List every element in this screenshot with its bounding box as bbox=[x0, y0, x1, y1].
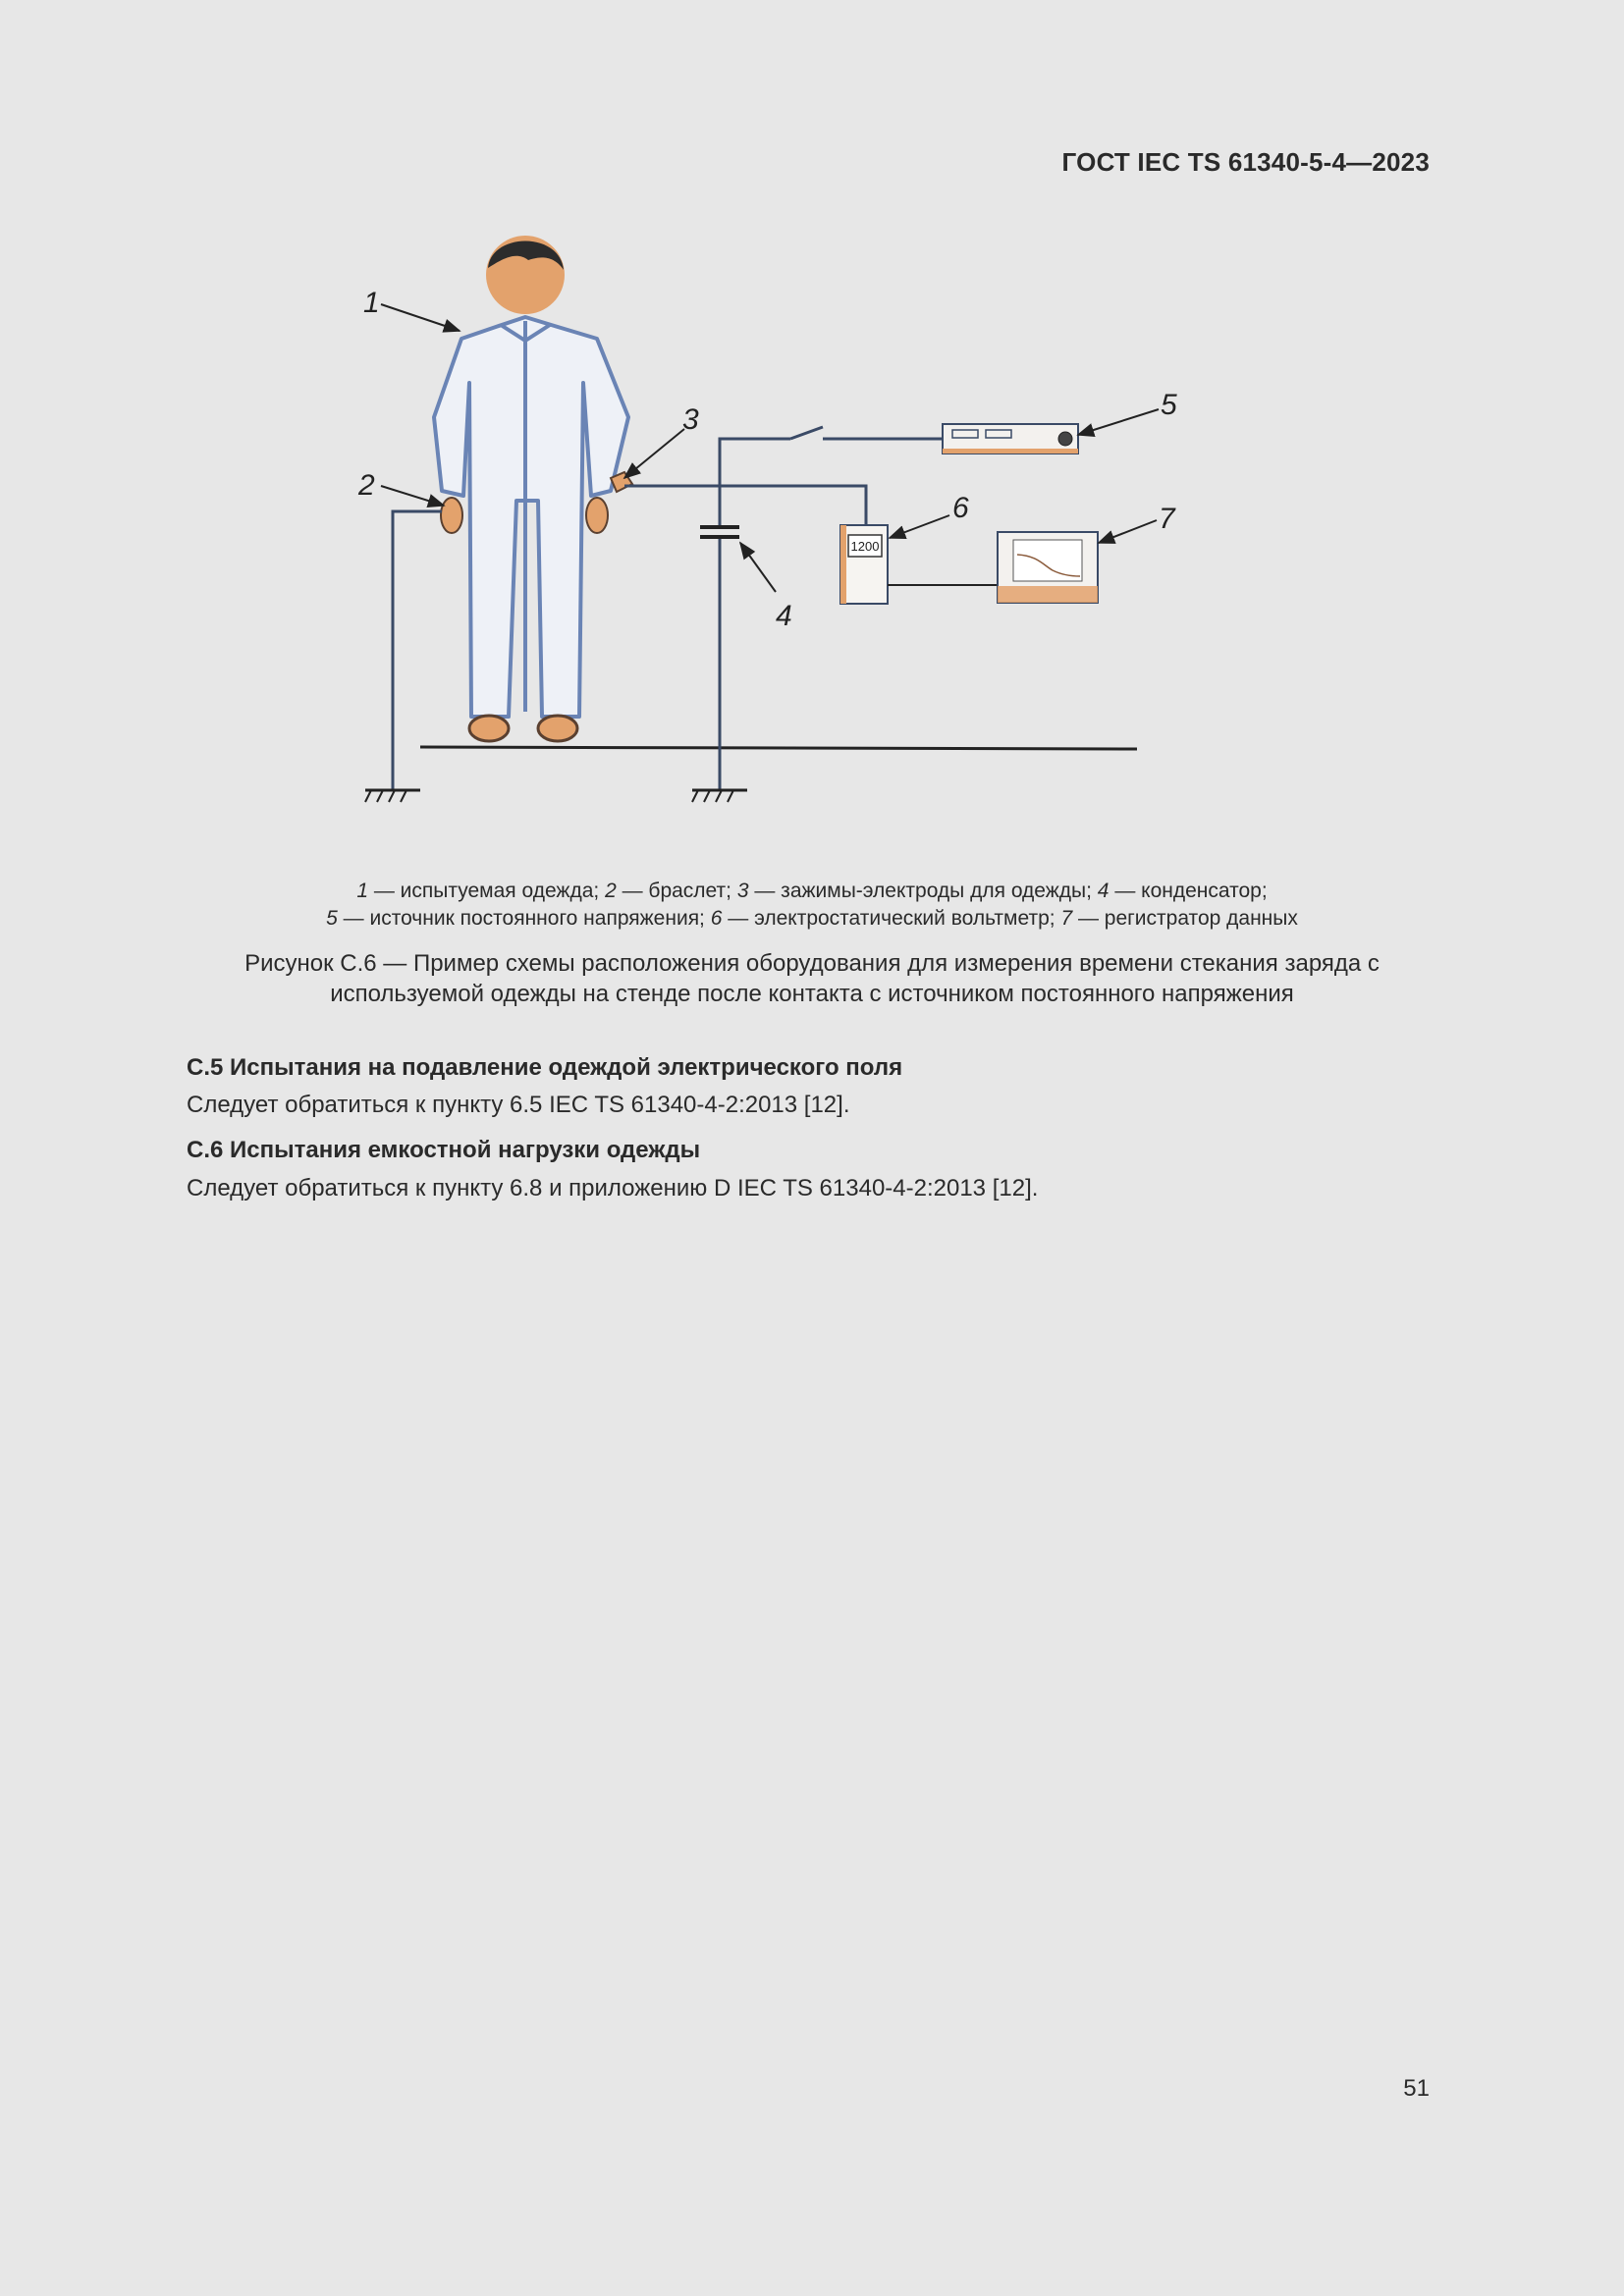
data-recorder bbox=[998, 532, 1098, 603]
right-shoe bbox=[538, 716, 577, 741]
section-c5-heading: С.5 Испытания на подавление одеждой электрического поля bbox=[187, 1054, 903, 1081]
callout-4: 4 bbox=[776, 600, 792, 632]
figure-legend-line-1: 1 — испытуемая одежда; 2 — браслет; 3 — зажимы-электроды для одежды; 4 — конденсатор; bbox=[356, 880, 1268, 902]
callout-6: 6 bbox=[952, 492, 969, 524]
electrostatic-voltmeter bbox=[840, 525, 888, 604]
clip-to-voltmeter-wire bbox=[624, 486, 866, 527]
callout-3: 3 bbox=[682, 403, 699, 436]
callout-5: 5 bbox=[1161, 389, 1177, 421]
section-c6-body: Следует обратиться к пункту 6.8 и приложению D IEC TS 61340-4-2:2013 [12]. bbox=[187, 1175, 1039, 1201]
floor-plate bbox=[420, 747, 1137, 749]
left-shoe bbox=[469, 716, 509, 741]
callout-1: 1 bbox=[363, 287, 380, 319]
callout-2: 2 bbox=[358, 469, 375, 502]
caption-line-1: Рисунок С.6 — Пример схемы расположения оборудования для измерения времени стекания заряда с bbox=[244, 950, 1380, 977]
source-knob bbox=[1058, 432, 1072, 446]
measurement-setup-diagram bbox=[334, 221, 1218, 820]
right-hand bbox=[586, 498, 608, 533]
section-c5-body: Следует обратиться к пункту 6.5 IEC TS 61340-4-2:2013 [12]. bbox=[187, 1092, 850, 1118]
callout-7: 7 bbox=[1159, 503, 1175, 535]
left-hand bbox=[441, 498, 462, 533]
page-number: 51 bbox=[1403, 2075, 1430, 2102]
dc-voltage-source bbox=[943, 424, 1078, 454]
document-id: ГОСТ IEC TS 61340-5-4—2023 bbox=[1061, 147, 1430, 177]
person-figure bbox=[434, 236, 628, 741]
section-c6-heading: С.6 Испытания емкостной нагрузки одежды bbox=[187, 1137, 701, 1163]
figure-legend-line-2: 5 — источник постоянного напряжения; 6 — электростатический вольтметр; 7 — регистратор данных bbox=[326, 907, 1298, 930]
wrist-strap-ground-wire bbox=[365, 511, 442, 802]
voltmeter-reading: 1200 bbox=[850, 539, 880, 554]
figure-caption bbox=[0, 948, 1624, 1009]
capacitor-circuit bbox=[692, 427, 943, 802]
caption-line-2: используемой одежды на стенде после контакта с источником постоянного напряжения bbox=[330, 981, 1294, 1007]
